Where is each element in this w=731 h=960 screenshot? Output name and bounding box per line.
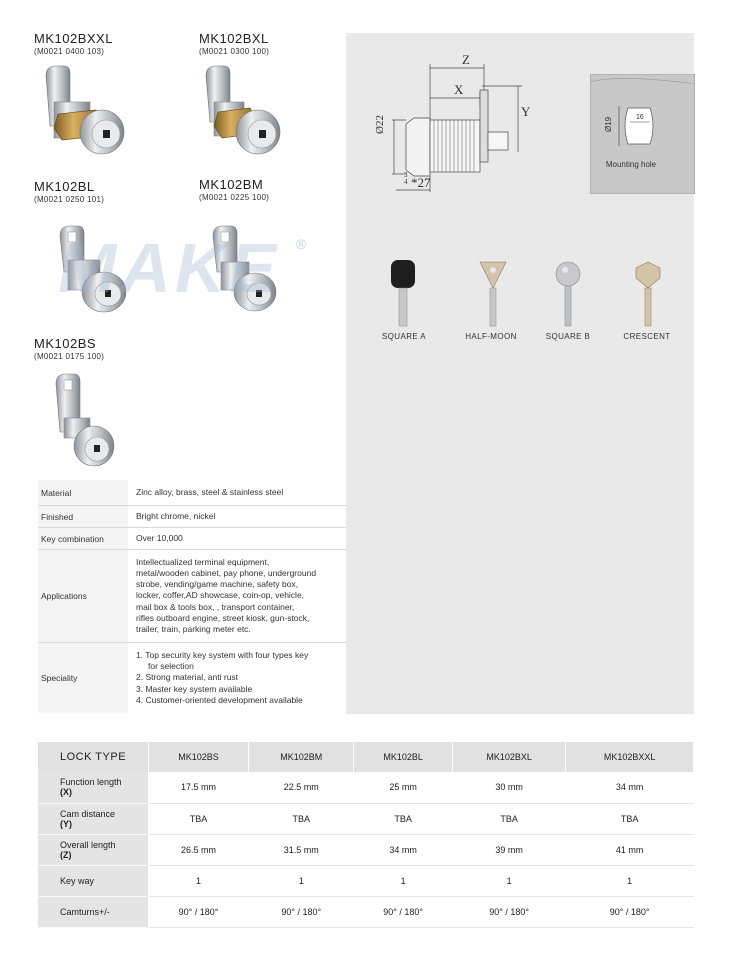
dimension-drawing: [374, 52, 534, 197]
spec-row-speciality: [38, 643, 346, 713]
applications-line: mail box & tools box, , transport container,: [136, 601, 295, 612]
model-code: (M0021 0300 100): [199, 47, 270, 56]
spec-row-key-combination: [38, 528, 346, 550]
applications-line: locker, coffer,AD showcase, coin-op, vehicle,: [136, 590, 305, 601]
table-cell: 26.5 mm: [148, 834, 249, 865]
key-square-a-icon: [388, 258, 418, 330]
model-name: MK102BXL: [199, 31, 269, 46]
table-cell: 25 mm: [354, 772, 453, 803]
specs-table: [38, 480, 346, 713]
table-column-header: MK102BXL: [453, 742, 566, 772]
spec-label: Key combination: [38, 528, 128, 549]
speciality-line: 1. Top security key system with four types key: [136, 649, 309, 660]
spec-label: Material: [38, 480, 128, 505]
spec-row-applications: [38, 550, 346, 643]
model-code: (M0021 0400 103): [34, 47, 105, 56]
product-mk102bl: [34, 179, 104, 204]
table-cell: 22.5 mm: [249, 772, 354, 803]
speciality-line: 2. Strong material, anti rust: [136, 672, 239, 683]
product-mk102bxxl: [34, 31, 113, 56]
lock-image-mk102bxxl: [40, 62, 130, 167]
table-cell: TBA: [148, 803, 249, 834]
table-column-header: MK102BL: [354, 742, 453, 772]
watermark-logo: MAKE: [58, 229, 281, 307]
table-cell: 30 mm: [453, 772, 566, 803]
key-label-crescent: CRESCENT: [623, 332, 671, 341]
row-label-sub: (X): [60, 787, 72, 798]
spec-value: [128, 643, 346, 713]
table-cell: 39 mm: [453, 834, 566, 865]
model-name: MK102BS: [34, 336, 97, 351]
key-half-moon-icon: [478, 258, 508, 330]
spec-value: Bright chrome, nickel: [136, 510, 216, 521]
table-row: [38, 772, 694, 803]
spec-label: Applications: [38, 550, 128, 642]
product-mk102bm: [199, 177, 269, 202]
table-header-row: [38, 742, 694, 772]
key-label-square-b: SQUARE B: [545, 332, 591, 341]
table-cell: 1: [354, 865, 453, 896]
row-label: [38, 865, 148, 896]
table-cell: 90° / 180°: [249, 896, 354, 927]
model-code: (M0021 0250 101): [34, 195, 105, 204]
lock-type-table: [38, 742, 694, 928]
table-cell: 41 mm: [566, 834, 694, 865]
table-cell: 90° / 180°: [566, 896, 694, 927]
key-crescent-icon: [633, 260, 663, 330]
mount-caption: Mounting hole: [605, 160, 657, 169]
row-label: [38, 834, 148, 865]
table-cell: TBA: [249, 803, 354, 834]
speciality-line: 3. Master key system available: [136, 683, 253, 694]
dim-y-label: Y: [521, 104, 531, 119]
table-row: [38, 834, 694, 865]
model-code: (M0021 0225 100): [199, 193, 270, 202]
mount-d19-label: Ø19: [604, 116, 613, 132]
table-cell: 1: [453, 865, 566, 896]
table-cell: 17.5 mm: [148, 772, 249, 803]
table-header-label: LOCK TYPE: [38, 742, 148, 772]
spec-value: [128, 550, 346, 642]
spec-label: Speciality: [38, 643, 128, 713]
table-cell: TBA: [566, 803, 694, 834]
brand-watermark: [58, 228, 318, 308]
mounting-plate: [590, 74, 695, 194]
speciality-line: for selection: [148, 661, 194, 672]
dim-thread-numerator: 3: [404, 171, 408, 179]
spec-label: Finished: [38, 506, 128, 527]
row-label: [38, 772, 148, 803]
table-cell: 31.5 mm: [249, 834, 354, 865]
dim-thread-denominator: 4: [404, 178, 408, 186]
model-code: (M0021 0175 100): [34, 352, 105, 361]
mounting-hole-diagram: [590, 74, 695, 194]
key-label-square-a: SQUARE A: [381, 332, 427, 341]
spec-value: Over 10,000: [136, 532, 183, 543]
applications-line: metal/wooden cabinet, pay phone, underground: [136, 567, 317, 578]
table-column-header: MK102BXXL: [566, 742, 694, 772]
mount-w16-label: 16: [636, 114, 644, 121]
dim-x-label: X: [454, 82, 464, 97]
dim-diameter-label: Ø22: [374, 115, 386, 134]
model-name: MK102BXXL: [34, 31, 113, 46]
applications-line: strobe, vending/game machine, safety box,: [136, 579, 299, 590]
table-row: [38, 803, 694, 834]
table-cell: 90° / 180°: [453, 896, 566, 927]
table-cell: 90° / 180°: [148, 896, 249, 927]
watermark-registered: ®: [296, 236, 307, 252]
speciality-line: 4. Customer-oriented development available: [136, 694, 303, 705]
table-cell: 1: [249, 865, 354, 896]
row-label-text: Function length: [60, 777, 122, 788]
row-label-text: Overall length: [60, 839, 116, 850]
applications-line: Intellectualized terminal equipment,: [136, 556, 270, 567]
table-cell: 34 mm: [566, 772, 694, 803]
lock-image-mk102bxl: [200, 62, 290, 167]
table-cell: 1: [148, 865, 249, 896]
row-label-sub: (Y): [60, 818, 72, 829]
table-cell: 90° / 180°: [354, 896, 453, 927]
spec-value: Zinc alloy, brass, steel & stainless steel: [136, 486, 284, 497]
dim-z-label: Z: [462, 52, 470, 67]
key-square-b-icon: [553, 260, 583, 330]
table-column-header: MK102BS: [148, 742, 249, 772]
table-cell: 1: [566, 865, 694, 896]
table-row: [38, 896, 694, 927]
model-name: MK102BM: [199, 177, 264, 192]
row-label-text: Key way: [60, 875, 95, 886]
table-row: [38, 865, 694, 896]
row-label: [38, 896, 148, 927]
spec-row-finished: [38, 506, 346, 528]
product-mk102bxl: [199, 31, 269, 56]
row-label-text: Cam distance: [60, 808, 116, 819]
spec-row-material: [38, 480, 346, 506]
table-column-header: MK102BM: [249, 742, 354, 772]
lock-image-mk102bs: [50, 372, 120, 472]
dim-thread-label: *27: [411, 175, 431, 190]
applications-line: rifles outboard engine, street kiosk, gun-stock,: [136, 612, 310, 623]
row-label: [38, 803, 148, 834]
dim-thread-fraction: [404, 172, 408, 186]
table-cell: TBA: [453, 803, 566, 834]
row-label-text: Camturns+/-: [60, 906, 110, 917]
model-name: MK102BL: [34, 179, 95, 194]
row-label-sub: (Z): [60, 849, 72, 860]
applications-line: trailer, train, parking meter etc.: [136, 624, 251, 634]
table-cell: TBA: [354, 803, 453, 834]
key-label-half-moon: HALF-MOON: [465, 332, 517, 341]
table-cell: 34 mm: [354, 834, 453, 865]
product-mk102bs: [34, 336, 104, 361]
